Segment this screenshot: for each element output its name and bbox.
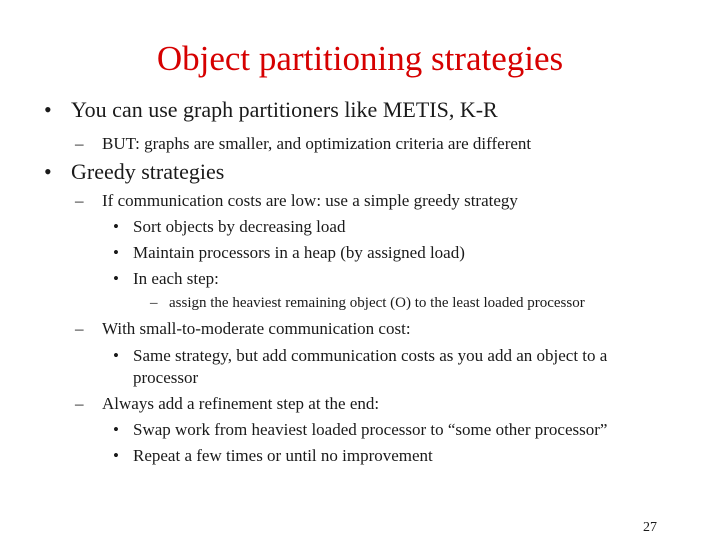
- slide-title: Object partitioning strategies: [156, 39, 564, 78]
- bullet-marker: •: [113, 269, 119, 288]
- step-detail-text: assign the heaviest remaining object (O) to the least loaded processor: [169, 295, 585, 311]
- sub-bullet-text: Always add a refinement step at the end:: [102, 394, 380, 413]
- bullet-marker: •: [44, 159, 52, 184]
- bullet-marker: •: [113, 446, 119, 465]
- list-item-text: Swap work from heaviest loaded processor to “some other processor”: [133, 420, 608, 439]
- bullet-marker: •: [113, 217, 119, 236]
- bullet-text: Greedy strategies: [71, 159, 225, 184]
- bullet-marker: •: [44, 97, 52, 122]
- dash-marker: –: [75, 191, 84, 210]
- list-item-text: Repeat a few times or until no improvement: [133, 446, 433, 465]
- sub-bullet-text: With small-to-moderate communication cost:: [102, 319, 411, 338]
- dash-marker: –: [75, 134, 84, 153]
- list-item-text: Same strategy, but add communication costs as you add an object to a: [133, 346, 608, 365]
- list-item-text: In each step:: [133, 269, 219, 288]
- dash-marker: –: [75, 394, 84, 413]
- dash-marker: –: [150, 295, 158, 311]
- bullet-marker: •: [113, 346, 119, 365]
- list-item-text: Maintain processors in a heap (by assigned load): [133, 243, 465, 262]
- dash-marker: –: [75, 319, 84, 338]
- list-item-continuation: processor: [133, 368, 199, 387]
- sub-bullet-text: BUT: graphs are smaller, and optimization criteria are different: [102, 134, 532, 153]
- bullet-marker: •: [113, 420, 119, 439]
- sub-bullet-text: If communication costs are low: use a simple greedy strategy: [102, 191, 518, 210]
- bullet-text: You can use graph partitioners like METIS, K-R: [71, 97, 498, 122]
- list-item-text: Sort objects by decreasing load: [133, 217, 346, 236]
- page-number: 27: [643, 520, 657, 535]
- bullet-marker: •: [113, 243, 119, 262]
